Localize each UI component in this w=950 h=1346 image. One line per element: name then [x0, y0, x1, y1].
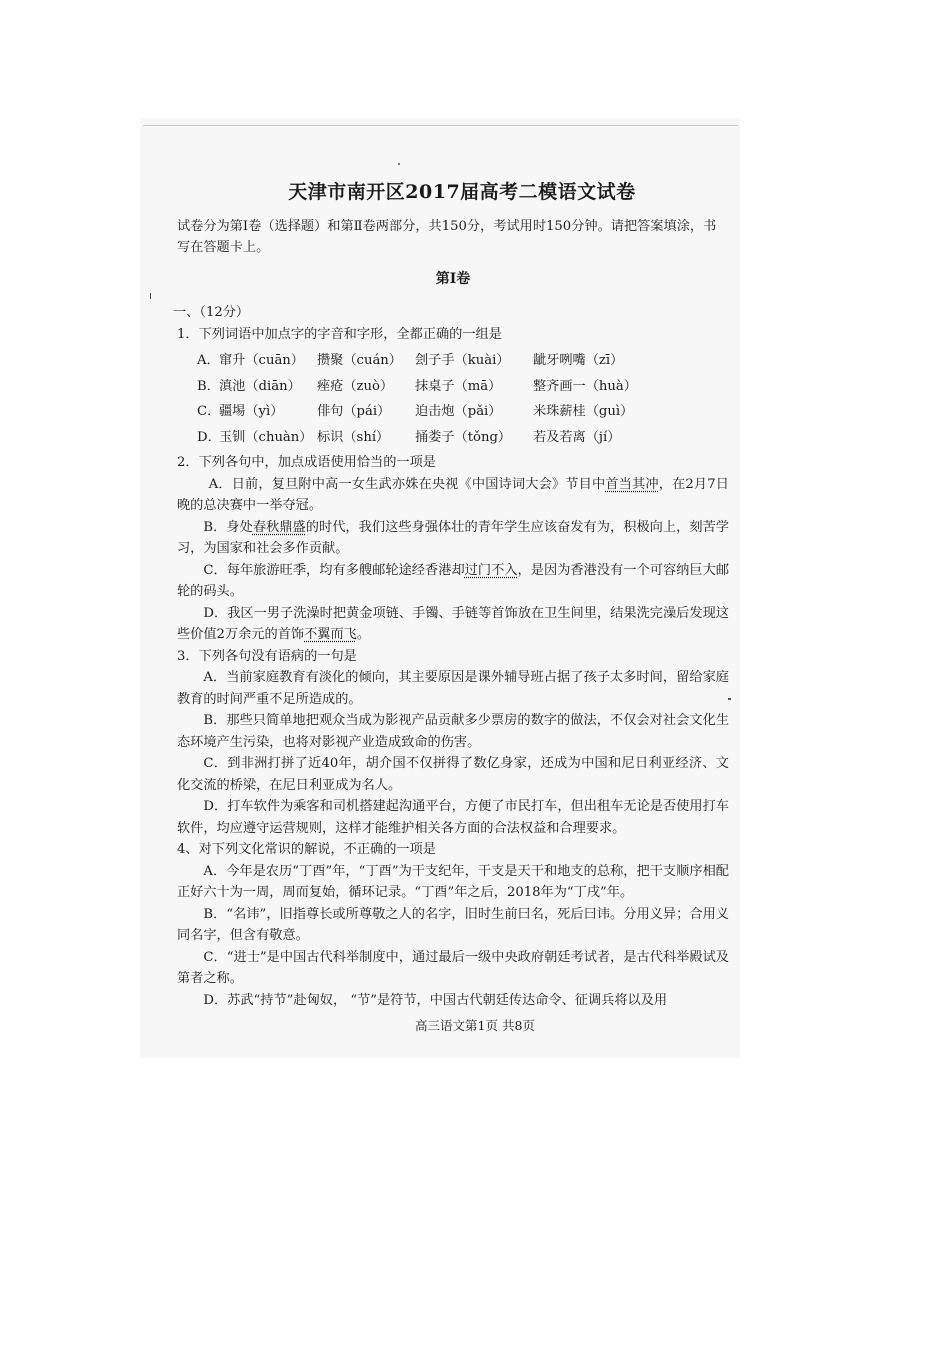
option-word: 捅娄子（tǒng）	[415, 429, 512, 445]
option-text: D．我区一男子洗澡时把黄金项链、手镯、手链等首饰放在卫生间里，结果洗完澡后发现这些价值2万余元的首饰	[177, 605, 729, 642]
marked-idiom: 不翼而飞	[304, 627, 357, 642]
question-2-option-d	[177, 603, 729, 646]
option-word: 滇池（diān）	[219, 378, 301, 394]
option-word: 若及若离（jí）	[533, 429, 621, 445]
question-3-option-d: D．打车软件为乘客和司机搭建起沟通平台，方便了市民打车，但出租车无论是否使用打车软件，均应遵守运营规则，这样才能维护相关各方面的合法权益和合理要求。	[177, 799, 729, 836]
question-4-option-c: C．“进士”是中国古代科举制度中，通过最后一级中央政府朝廷考试者，是古代科举殿试及第者之称。	[177, 949, 729, 986]
exam-title: 天津市南开区2017届高考二模语文试卷	[288, 181, 636, 203]
option-word: 整齐画一（huà）	[533, 378, 637, 394]
option-word: 疆埸（yì）	[219, 404, 284, 419]
exam-content	[173, 181, 730, 1011]
question-1-stem: 1．下列词语中加点字的字音和字形，全都正确的一组是	[177, 326, 502, 342]
scan-mark	[150, 293, 151, 299]
option-word: 迫击炮（pǎi）	[415, 404, 502, 419]
option-word: 俳句（pái）	[317, 404, 391, 419]
option-word: 玉钏（chuàn）	[219, 429, 313, 445]
marked-idiom: 过门不入	[464, 562, 518, 578]
question-2-option-c	[177, 560, 729, 603]
marked-idiom: 首当其冲	[605, 476, 659, 492]
question-1-options	[197, 348, 729, 450]
option-letter: D．	[197, 429, 221, 445]
question-3-stem: 3．下列各句没有语病的一句是	[177, 648, 357, 664]
scan-edge-line	[143, 125, 738, 126]
option-word: 刽子手（kuài）	[415, 353, 510, 368]
question-4-stem: 4、对下列文化常识的解说，不正确的一项是	[177, 842, 436, 857]
option-letter: B．	[197, 378, 220, 394]
question-3-option-c: C．到非洲打拼了近40年，胡介国不仅拼得了数亿身家，还成为中国和尼日利亚经济、文化交流的桥梁，在尼日利亚成为名人。	[177, 756, 729, 793]
section-title: 第Ⅰ卷	[435, 270, 471, 287]
question-2-stem: 2．下列各句中，加点成语使用恰当的一项是	[177, 455, 436, 470]
question-4-option-d: D．苏武“持节”赴匈奴， “节”是符节，中国古代朝廷传达命令、征调兵将以及用	[203, 992, 668, 1008]
question-2-option-a	[177, 474, 729, 517]
page-footer: 高三语文第1页 共8页	[415, 1018, 535, 1033]
option-text: C．每年旅游旺季，均有多艘邮轮途经香港却	[203, 562, 465, 578]
question-4-option-a: A．今年是农历“丁酉”年，“丁酉”为干支纪年，干支是天干和地支的总称，把干支顺序相配正好六十为一周，周而复始，循环记录。“丁酉”年之后，2018年为“丁戌”年。	[177, 863, 729, 900]
option-word: 米珠薪桂（guì）	[533, 404, 634, 419]
option-text: B．身处	[203, 519, 253, 535]
option-text: ，在2月7日晚的总决赛中一举夺冠。	[177, 476, 729, 513]
question-2-option-b	[177, 517, 729, 560]
question-4-option-b: B．“名讳”，旧指尊长或所尊敬之人的名字，旧时生前曰名，死后曰讳。分用义异；合用义同名字，但含有敬意。	[177, 906, 729, 943]
question-3-option-a: A．当前家庭教育有淡化的倾向，其主要原因是课外辅导班占据了孩子太多时间，留给家庭教育的时间严重不足所造成的。	[177, 670, 729, 707]
scan-speck	[398, 163, 400, 165]
option-row	[197, 348, 729, 374]
option-word: 龇牙咧嘴（zī）	[533, 353, 624, 368]
question-3-option-b: B．那些只简单地把观众当成为影视产品贡献多少票房的数字的做法，不仅会对社会文化生态环境产生污染，也将对影视产业造成致命的伤害。	[177, 713, 729, 750]
exam-intro: 试卷分为第Ⅰ卷（选择题）和第Ⅱ卷两部分，共150分，考试用时150分钟。请把答案填涂，书写在答题卡上。	[177, 218, 717, 255]
option-row	[197, 399, 729, 425]
option-word: 痤疮（zuò）	[317, 378, 394, 394]
option-word: 窜升（cuān）	[219, 353, 304, 368]
option-word: 攒聚（cuán）	[317, 353, 402, 368]
option-word: 标识（shí）	[317, 429, 390, 445]
option-letter: A．	[197, 353, 220, 368]
marked-idiom: 春秋鼎盛	[252, 519, 306, 535]
part-heading: 一、（12分）	[173, 305, 250, 320]
option-row	[197, 374, 729, 400]
option-text: ，是因为香港没有一个可容纳巨大邮轮的码头。	[177, 562, 730, 599]
option-text: 。	[356, 627, 371, 642]
option-text: 的时代，我们这些身强体壮的青年学生应该奋发有为，积极向上，刻苦学习，为国家和社会多作贡献。	[177, 519, 729, 556]
option-word: 抹桌子（mā）	[415, 378, 502, 394]
option-letter: C．	[197, 404, 221, 419]
option-row	[197, 425, 729, 451]
option-text: A．日前，复旦附中高一女生武亦姝在央视《中国诗词大会》节目中	[208, 476, 606, 492]
